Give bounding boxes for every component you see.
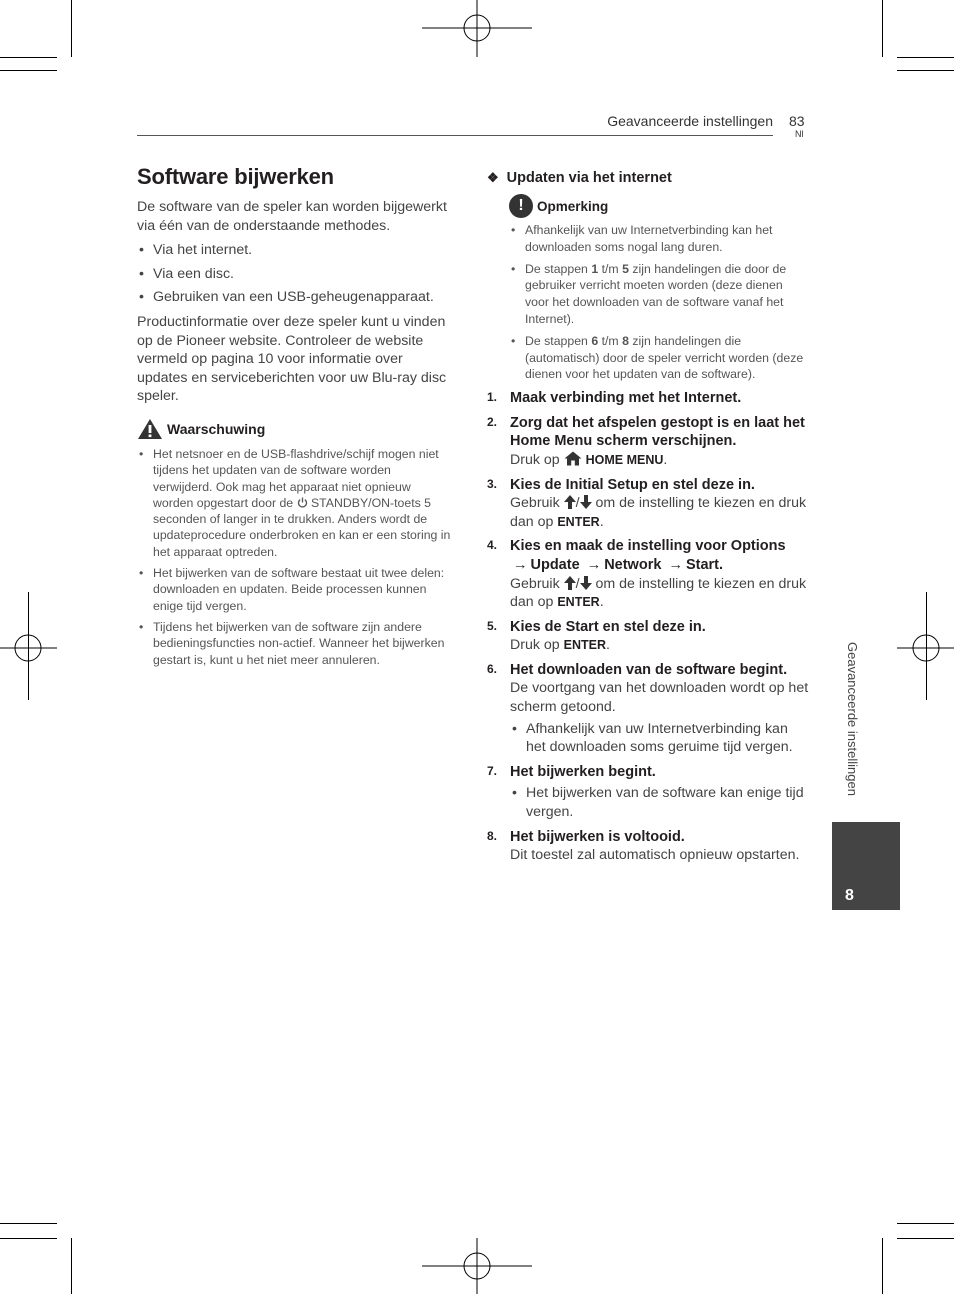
page-title: Software bijwerken (137, 164, 334, 189)
intro-paragraph: De software van de speler kan worden bijgewerkt via één van de onderstaande methodes. (137, 199, 447, 234)
language-code: Nl (795, 129, 804, 139)
note-exclamation-icon: ! (509, 194, 533, 218)
warning-title: Waarschuwing (167, 420, 266, 437)
home-icon (564, 451, 582, 466)
list-item: • Afhankelijk van uw Internetverbinding kan het downloaden soms geruime tijd vergen. (512, 720, 793, 756)
step-item: 2. Zorg dat het afspelen gestopt is en laat het Home Menu scherm verschijnen. Druk op HOME MENU. (487, 414, 805, 468)
note-list (509, 222, 809, 383)
step-item: 6. Het downloaden van de software begint. De voortgang van het downloaden wordt op het scherm getoond. • Afhankelijk van uw Internetverbinding kan het downloaden soms geruime tijd vergen. (487, 661, 809, 756)
page-number: 83 (789, 113, 805, 129)
warning-icon (137, 418, 163, 440)
down-arrow-icon (580, 495, 592, 509)
running-header-section: Geavanceerde instellingen (607, 113, 773, 129)
diamond-bullet-icon: ❖ (487, 170, 499, 185)
header-rule (137, 135, 773, 136)
list-item: • Het bijwerken van de software bestaat uit twee delen: downloaden en updaten. Beide processen kunnen enige tijd vergen. (139, 566, 445, 613)
step-item: 1. Maak verbinding met het Internet. (487, 390, 742, 407)
right-column (487, 170, 809, 871)
section-subheading: ❖ Updaten via het internet (487, 170, 672, 186)
warning-list (137, 446, 452, 668)
warning-heading (137, 418, 452, 440)
list-item: • Tijdens het bijwerken van de software zijn andere bedieningsfuncties non-actief. Wanneer het bijwerken gestart is, kunt u het niet meer annuleren. (139, 619, 445, 667)
step-item: 4. Kies en maak de instelling voor Options → Update → Network → Start. Gebruik / om de instelling te kiezen en druk dan op ENTER. (487, 538, 807, 611)
list-item: • De stappen 1 t/m 5 zijn handelingen die door de gebruiker verricht moeten worden (deze dienen voor het downloaden van de software vanaf het Internet). (511, 261, 787, 326)
step-item: 8. Het bijwerken is voltooid. Dit toestel zal automatisch opnieuw opstarten. (487, 828, 800, 864)
update-steps (487, 389, 809, 865)
list-item: • Afhankelijk van uw Internetverbinding kan het downloaden soms nogal lang duren. (511, 223, 773, 254)
registration-mark-top (422, 0, 532, 57)
left-column (137, 164, 452, 673)
list-item: • De stappen 6 t/m 8 zijn handelingen die (automatisch) door de speler verricht worden (deze dienen voor het updaten van de software). (511, 333, 804, 382)
update-methods-list (137, 241, 452, 307)
note-heading (509, 194, 809, 218)
list-item: • Het netsnoer en de USB-flashdrive/schijf mogen niet tijdens het updaten van de software worden verwijderd. Ook mag het apparaat niet opnieuw worden opgestart door de STANDBY/ON-toets 5 seconden of langer in te drukken. Anders wordt de updateprocedure onderbroken en kan er een storing in het apparaat optreden. (139, 446, 451, 559)
step-item: 3. Kies de Initial Setup en stel deze in. Gebruik / om de instelling te kiezen en druk dan op ENTER. (487, 476, 807, 530)
chapter-tab (832, 822, 900, 910)
step-item: 7. Het bijwerken begint. • Het bijwerken van de software kan enige tijd vergen. (487, 763, 809, 822)
list-item: • Via het internet. (139, 242, 253, 259)
up-arrow-icon (564, 576, 576, 590)
down-arrow-icon (580, 576, 592, 590)
list-item: • Gebruiken van een USB-geheugenapparaat. (139, 289, 434, 306)
up-arrow-icon (564, 495, 576, 509)
note-title: Opmerking (537, 198, 609, 214)
power-icon (297, 497, 308, 508)
list-item: • Het bijwerken van de software kan enige tijd vergen. (512, 785, 804, 821)
chapter-number: 8 (845, 887, 854, 904)
registration-mark-left (0, 620, 57, 676)
registration-mark-right (897, 620, 954, 676)
info-paragraph: Productinformatie over deze speler kunt u vinden op de Pioneer website. Controleer de website vermeld op pagina 10 voor informatie over updates en serviceberichten voor uw Blu-ray disc speler. (137, 313, 447, 405)
step-item: 5. Kies de Start en stel deze in. Druk op ENTER. (487, 618, 706, 654)
list-item: • Via een disc. (139, 265, 234, 282)
side-tab-label: Geavanceerde instellingen (845, 642, 860, 796)
registration-mark-bottom (422, 1238, 532, 1294)
